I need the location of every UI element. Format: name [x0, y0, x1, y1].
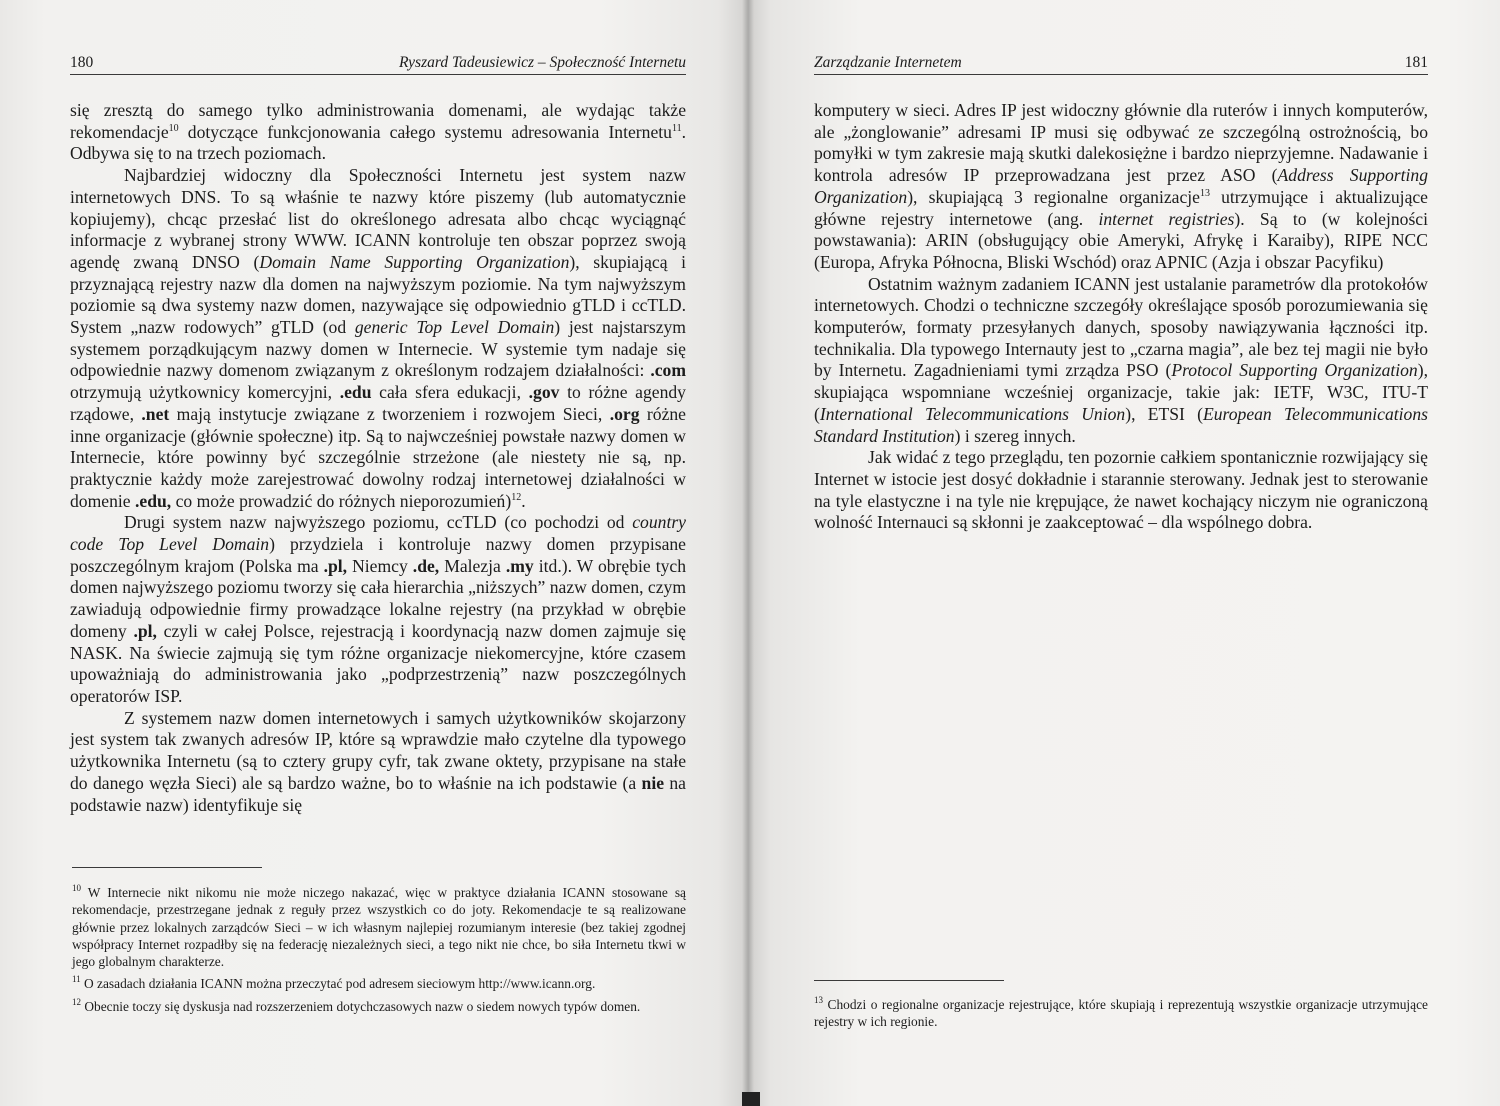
body-paragraph: [70, 708, 686, 817]
running-head: Zarządzanie Internetem: [814, 54, 962, 71]
footnote-number: 12: [72, 996, 81, 1007]
running-head: Ryszard Tadeusiewicz – Społeczność Internetu: [398, 54, 686, 71]
footnote-ref: 10: [168, 122, 179, 134]
footnote: [72, 975, 686, 992]
left-page-header: [70, 50, 686, 75]
left-page-footnotes: [72, 884, 686, 1020]
right-page: [748, 0, 1500, 1106]
text-run: Address Supporting Organization: [814, 165, 1428, 207]
text-run: .edu,: [134, 490, 172, 511]
text-run: .: [521, 490, 526, 511]
text-run: Protocol Supporting Organization: [1171, 360, 1418, 381]
text-run: country code Top Level Domain: [70, 512, 686, 555]
body-paragraph: [814, 447, 1428, 534]
body-paragraph: [814, 100, 1428, 274]
left-page: [0, 0, 748, 1106]
text-run: się zresztą do samego tylko administrowania domenami, ale wydając także rekomendacje: [70, 100, 686, 142]
text-run: utrzymujące i aktualizujące główne rejestry internetowe (ang.: [814, 186, 1428, 229]
text-run: Najbardziej widoczny dla Społeczności Internetu jest system nazw internetowych DNS. To są właśnie te nazwy które piszemy (lub automatycznie kopiujemy), chcąc przesłać list do określonego adresata albo chcąc wyciągnąć informacje z wybranej strony WWW. ICANN kontroluje ten obszar poprzez swoją agendę zwaną DNSO (: [70, 165, 686, 272]
text-run: European Telecommunications Standard Institution: [814, 403, 1428, 446]
text-run: ), skupiająca wspomniane wcześniej organizacje, takie jak: IETF, W3C, ITU-T (: [814, 360, 1428, 424]
footnote-ref: 11: [671, 122, 682, 134]
text-run: Niemcy: [347, 555, 413, 576]
text-run: ) przydziela i kontroluje nazwy domen przypisane poszczególnym krajom (Polska ma: [70, 534, 686, 576]
text-run: to różne agendy rządowe,: [70, 382, 686, 424]
footnote: [72, 998, 686, 1015]
text-run: Z systemem nazw domen internetowych i samych użytkowników skojarzony jest system tak zwanych adresów IP, które są wprawdzie mało czytelne dla typowego użytkownika Internetu (są to cztery grupy cyfr, tak zwane oktety, przypisane na stałe do danego węzła Sieci) ale są bardzo ważne, bo to właśnie na ich podstawie (a: [70, 707, 686, 793]
text-run: internet registries: [1098, 208, 1235, 229]
text-run: komputery w sieci. Adres IP jest widoczny głównie dla ruterów i innych komputerów, ale „żonglowanie” adresami IP musi się odbywać ze szczególną ostrożnością, bo pomyłki w tym zakresie mają skutki dalekosiężne i bardzo nieprzyjemne. Nadawanie i kontrola adresów IP przeprowadzana jest przez ASO (: [814, 100, 1428, 186]
text-run: .net: [141, 403, 170, 424]
binding-edge: [742, 1092, 760, 1106]
footnote-number: 13: [814, 995, 823, 1005]
text-run: Ostatnim ważnym zadaniem ICANN jest ustalanie parametrów dla protokołów internetowych. Chodzi o techniczne szczegóły określające sposób porozumiewania się komputerów, formaty przesyłanych danych, sposoby nawiązywania łączności itp. technikalia. Dla typowego Internauty jest to „czarna magia”, ale bez tej magii nie było by Internetu. Zagadnieniami tymi zrządza PSO (: [814, 273, 1428, 381]
footnote-number: 10: [72, 883, 81, 893]
body-paragraph: [70, 512, 686, 707]
footnote: [814, 996, 1428, 1031]
text-run: .pl,: [133, 620, 157, 641]
right-page-body: [814, 100, 1428, 534]
footnote-text: O zasadach działania ICANN można przeczytać pod adresem sieciowym http://www.icann.org.: [84, 976, 596, 992]
footnote-ref: 12: [511, 491, 522, 503]
text-run: .edu: [339, 382, 372, 403]
text-run: Malezja: [439, 555, 506, 576]
text-run: ) i szereg innych.: [954, 425, 1076, 446]
text-run: ). Są to (w kolejności powstawania): ARIN (obsługujący obie Ameryki, Afrykę i Karaiby), RIPE NCC (Europa, Afryka Północna, Bliski Wschód) oraz APNIC (Azja i obszar Pacyfiku): [814, 208, 1429, 272]
footnote-separator: [814, 980, 1004, 981]
right-page-footnotes: [814, 996, 1428, 1036]
footnote-number: 11: [72, 974, 81, 985]
body-paragraph: [70, 100, 686, 165]
footnote: [72, 884, 686, 970]
page-number: 181: [1404, 54, 1428, 71]
page-number: 180: [70, 54, 94, 71]
text-run: generic Top Level Domain: [354, 317, 555, 338]
footnote-text: W Internecie nikt nikomu nie może niczego nakazać, więc w praktyce działania ICANN stosowane są rekomendacje, przestrzegane jednak z reguły przez wszystkich co do joty. Rekomendacje te są realizowane głównie przez lokalnych zarządców Sieci – w ich własnym najlepiej rozumianym interesie (bez takiej zgodnej współpracy Internet rozpadłby się na federację niezależnych sieci, a tego nikt nie chce, bo siła Internetu tkwi w jego globalnym charakterze.: [72, 885, 686, 970]
footnote-ref: 13: [1200, 187, 1210, 199]
footnote-text: Obecnie toczy się dyskusja nad rozszerzeniem dotychczasowych nazw o siedem nowych typów domen.: [84, 998, 641, 1014]
text-run: International Telecommunications Union: [819, 403, 1126, 424]
text-run: .com: [650, 360, 686, 381]
right-page-header: [814, 50, 1428, 75]
text-run: .de,: [412, 555, 440, 576]
text-run: Domain Name Supporting Organization: [259, 251, 570, 272]
text-run: Drugi system nazw najwyższego poziomu, ccTLD (co pochodzi od: [124, 512, 633, 533]
text-run: ) jest najstarszym systemem porządkującym nazwy domen w Internecie. W systemie tym nadaje się odpowiednie nazwy domenom związanym z określonym rodzajem działalności:: [70, 317, 686, 381]
text-run: .gov: [528, 382, 560, 403]
text-run: czyli w całej Polsce, rejestracją i koordynacją nazw domen zajmuje się NASK. Na świecie zajmują się tym różne organizacje niekomercyjne, które czasem upoważniają do administrowania jako „podprzestrzenią” nazw poszczególnych operatorów ISP.: [70, 620, 686, 706]
text-run: .org: [609, 403, 640, 424]
text-run: nie: [641, 772, 665, 793]
footnote-separator: [72, 867, 262, 868]
text-run: dotyczące funkcjonowania całego systemu adresowania Internetu: [178, 121, 672, 142]
text-run: ), skupiającą i przyznającą rejestry nazw dla domen na najwyższym poziomie. Na tym najwyższym poziomie są dwa systemy nazw domen, nazywające się odpowiednio gTLD i ccTLD. System „nazw rodowych” gTLD (od: [70, 251, 687, 338]
text-run: cała sfera edukacji,: [371, 382, 529, 403]
body-paragraph: [814, 274, 1428, 448]
text-run: na podstawie nazw) identyfikuje się: [70, 772, 686, 815]
book-gutter-shadow: [742, 0, 754, 1106]
text-run: co może prowadzić do różnych nieporozumień): [171, 490, 512, 511]
text-run: ), ETSI (: [1125, 403, 1203, 424]
text-run: otrzymują użytkownicy komercyjni,: [70, 382, 340, 403]
text-run: Jak widać z tego przeglądu, ten pozornie całkiem spontanicznie rozwijający się Internet w istocie jest dosyć dokładnie i starannie sterowany. Jednak jest to sterowanie na tyle elastyczne i na tyle nie krępujące, że nawet kochający niczym nie ograniczoną wolność Internauci są skłonni je zaakceptować – dla wspólnego dobra.: [814, 447, 1428, 533]
text-run: .my: [505, 555, 534, 576]
text-run: .pl,: [323, 555, 348, 576]
text-run: . Odbywa się to na trzech poziomach.: [70, 121, 686, 164]
text-run: ), skupiającą 3 regionalne organizacje: [907, 186, 1200, 207]
text-run: itd.). W obrębie tych domen najwyższego poziomu tworzy się cała hierarchia „niższych” nazw domen, czym zawiadują odpowiednie firmy prowadzące lokalne rejestry (na przykład w obrębie domeny: [70, 555, 687, 641]
left-page-body: [70, 100, 686, 816]
text-run: mają instytucje związane z tworzeniem i rozwojem Sieci,: [169, 403, 610, 424]
body-paragraph: [70, 165, 686, 512]
footnote-text: Chodzi o regionalne organizacje rejestrujące, które skupiają i reprezentują wszystkie organizacje utrzymujące rejestry w ich regionie.: [814, 997, 1428, 1030]
text-run: różne inne organizacje (głównie społeczne) itp. Są to najwcześniej powstałe nazwy domen w Internecie, które powinny być szczególnie strzeżone (ale niestety nie są, np. praktycznie każdy może zarejestrować dowolny rodzaj internetowej działalności w domenie: [70, 403, 686, 511]
